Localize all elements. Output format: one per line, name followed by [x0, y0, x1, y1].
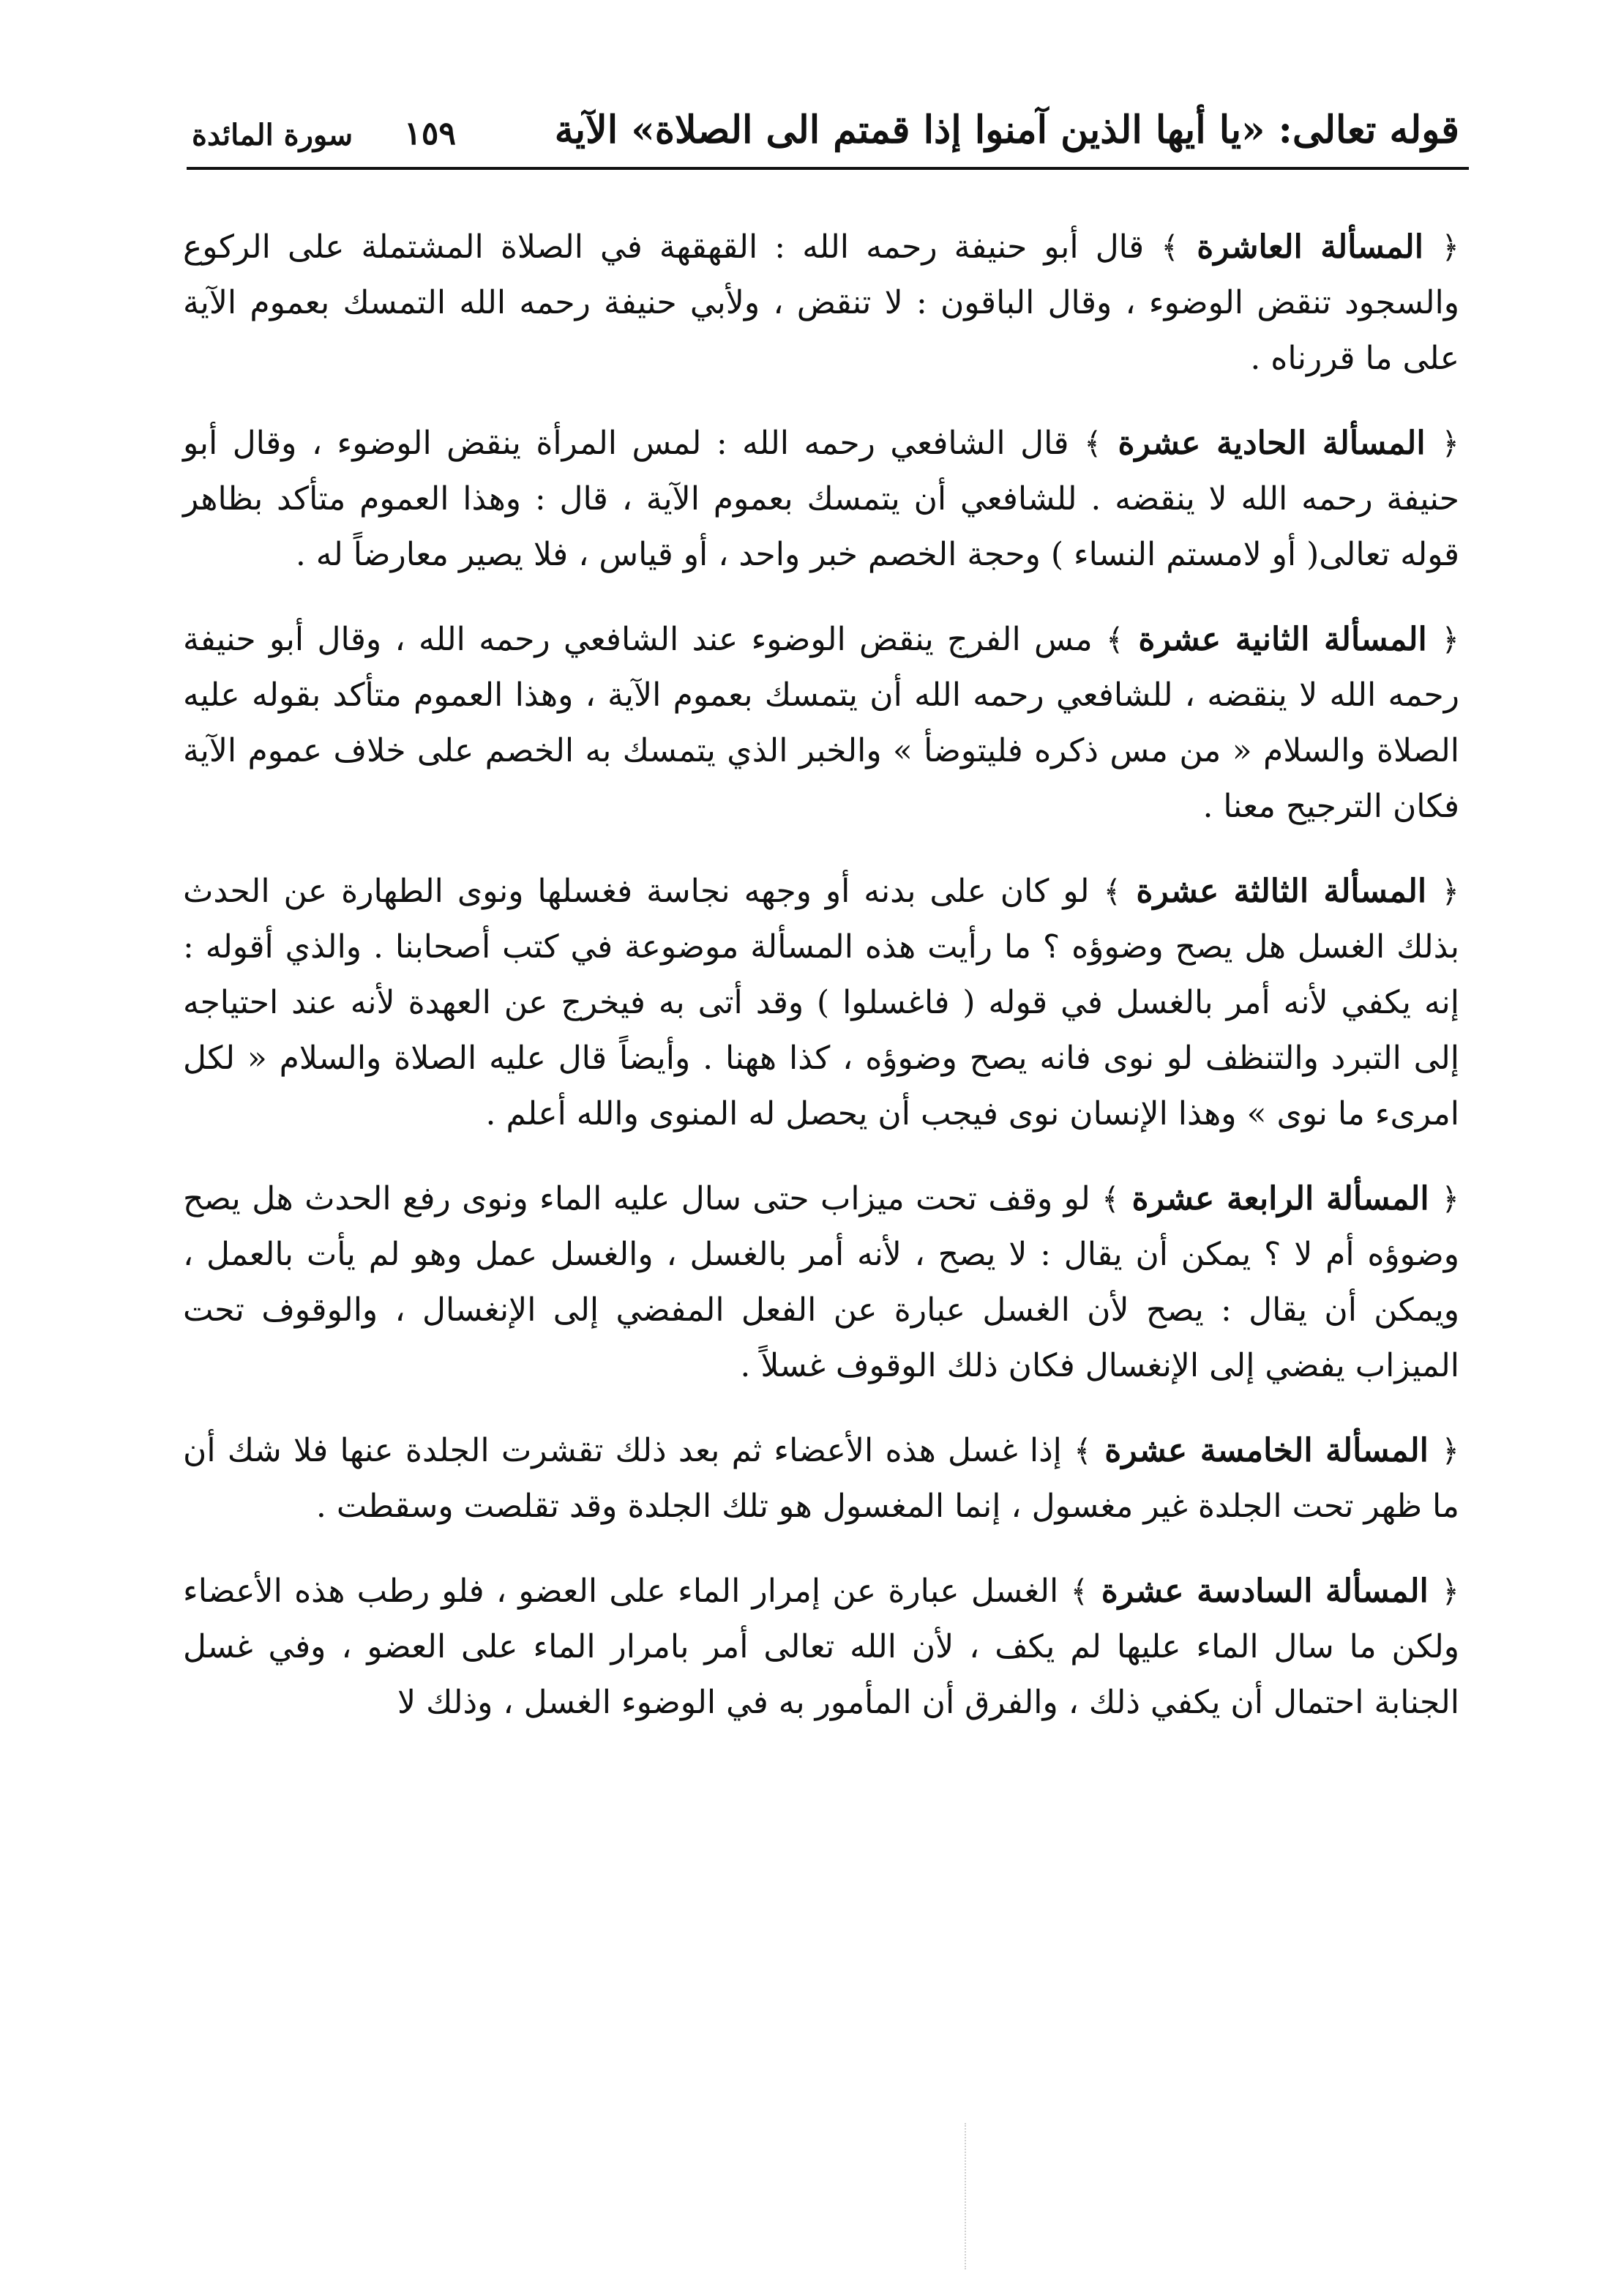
ornament-open: ﴿	[1441, 1433, 1459, 1469]
masala-title: ﴿ المسألة العاشرة ﴾	[1161, 228, 1459, 266]
masala-title: ﴿ المسألة الثانية عشرة ﴾	[1106, 621, 1459, 658]
ornament-open: ﴿	[1441, 873, 1459, 909]
masala-text: قال أبو حنيفة رحمه الله : القهقهة في الصلاة المشتملة على الركوع والسجود تنقض الوضوء ، وقال الباقون : لا تنقض ، ولأبي حنيفة رحمه الله التمسك بعموم الآية على ما قررناه .	[183, 228, 1459, 377]
header-meta	[192, 115, 456, 152]
page-body	[183, 220, 1459, 1760]
masala-10	[183, 220, 1459, 387]
masala-text: الغسل عبارة عن إمرار الماء على العضو ، فلو رطب هذه الأعضاء ولكن ما سال الماء عليها لم يكف ، لأن الله تعالى أمر بامرار الماء على العضو ، وفي غسل الجنابة احتمال أن يكفي ذلك ، والفرق أن المأمور به في الوضوء الغسل ، وذلك لا	[183, 1572, 1459, 1721]
ornament-close: ﴾	[1161, 229, 1179, 265]
ornament-close: ﴾	[1103, 873, 1122, 909]
masala-text: قال الشافعي رحمه الله : لمس المرأة ينقض الوضوء ، وقال أبو حنيفة رحمه الله لا ينقضه . للشافعي أن يتمسك بعموم الآية ، قال : وهذا العموم متأكد بظاهر قوله تعالى( أو لامستم النساء ) وحجة الخصم خبر واحد ، أو قياس ، فلا يصير معارضاً له .	[183, 425, 1459, 573]
scan-fold-mark	[965, 2123, 966, 2269]
masala-16	[183, 1564, 1459, 1731]
ornament-close: ﴾	[1106, 622, 1124, 657]
running-header	[192, 86, 1459, 152]
masala-text: إذا غسل هذه الأعضاء ثم بعد ذلك تقشرت الجلدة عنها فلا شك أن ما ظهر تحت الجلدة غير مغسول ، إنما المغسول هو تلك الجلدة وقد تقلصت وسقطت .	[183, 1432, 1459, 1525]
masala-title: ﴿ المسألة الرابعة عشرة ﴾	[1101, 1180, 1460, 1217]
masala-title: ﴿ المسألة الحادية عشرة ﴾	[1084, 425, 1459, 462]
surah-name: سورة المائدة	[192, 118, 353, 152]
header-title: قوله تعالى: «يا أيها الذين آمنوا إذا قمتم الى الصلاة» الآية	[554, 108, 1459, 152]
masala-15	[183, 1423, 1459, 1534]
masala-text: لو كان على بدنه أو وجهه نجاسة فغسلها ونوى الطهارة عن الحدث بذلك الغسل هل يصح وضوؤه ؟ ما رأيت هذه المسألة موضوعة في كتب أصحابنا . والذي أقوله : إنه يكفي لأنه أمر بالغسل في قوله ( فاغسلوا ) وقد أتى به فيخرج عن العهدة لأنه عند احتياجه إلى التبرد والتنظف لو نوى فانه يصح وضوؤه ، كذا ههنا . وأيضاً قال عليه الصلاة والسلام « لكل امرىء ما نوى » وهذا الإنسان نوى فيجب أن يحصل له المنوى والله أعلم .	[183, 873, 1459, 1133]
ornament-close: ﴾	[1101, 1181, 1120, 1217]
header-rule	[187, 167, 1469, 170]
ornament-open: ﴿	[1441, 622, 1459, 657]
masala-11	[183, 416, 1459, 583]
masala-title: ﴿ المسألة الثالثة عشرة ﴾	[1103, 873, 1459, 910]
masala-text: مس الفرج ينقض الوضوء عند الشافعي رحمه الله ، وقال أبو حنيفة رحمه الله لا ينقضه ، للشافعي رحمه الله أن يتمسك بعموم الآية ، وهذا العموم متأكد بقوله عليه الصلاة والسلام « من مس ذكره فليتوضأ » والخبر الذي يتمسك به الخصم على خلاف عموم الآية فكان الترجيح معنا .	[183, 621, 1459, 825]
masala-14	[183, 1171, 1459, 1394]
ornament-open: ﴿	[1441, 425, 1459, 461]
ornament-open: ﴿	[1441, 1573, 1459, 1609]
masala-title: ﴿ المسألة السادسة عشرة ﴾	[1070, 1572, 1459, 1610]
ornament-close: ﴾	[1084, 425, 1102, 461]
masala-title: ﴿ المسألة الخامسة عشرة ﴾	[1074, 1432, 1459, 1469]
ornament-close: ﴾	[1070, 1573, 1089, 1609]
ornament-open: ﴿	[1441, 1181, 1460, 1217]
masala-text: لو وقف تحت ميزاب حتى سال عليه الماء ونوى رفع الحدث هل يصح وضوؤه أم لا ؟ يمكن أن يقال : لا يصح ، لأنه أمر بالغسل ، والغسل عمل وهو لم يأت بالعمل ، ويمكن أن يقال : يصح لأن الغسل عبارة عن الفعل المفضي إلى الإنغسال ، والوقوف تحت الميزاب يفضي إلى الإنغسال فكان ذلك الوقوف غسلاً .	[183, 1180, 1459, 1384]
page-number: ١٥٩	[404, 115, 456, 152]
ornament-open: ﴿	[1441, 229, 1459, 265]
ornament-close: ﴾	[1074, 1433, 1092, 1469]
masala-12	[183, 612, 1459, 835]
masala-13	[183, 864, 1459, 1142]
